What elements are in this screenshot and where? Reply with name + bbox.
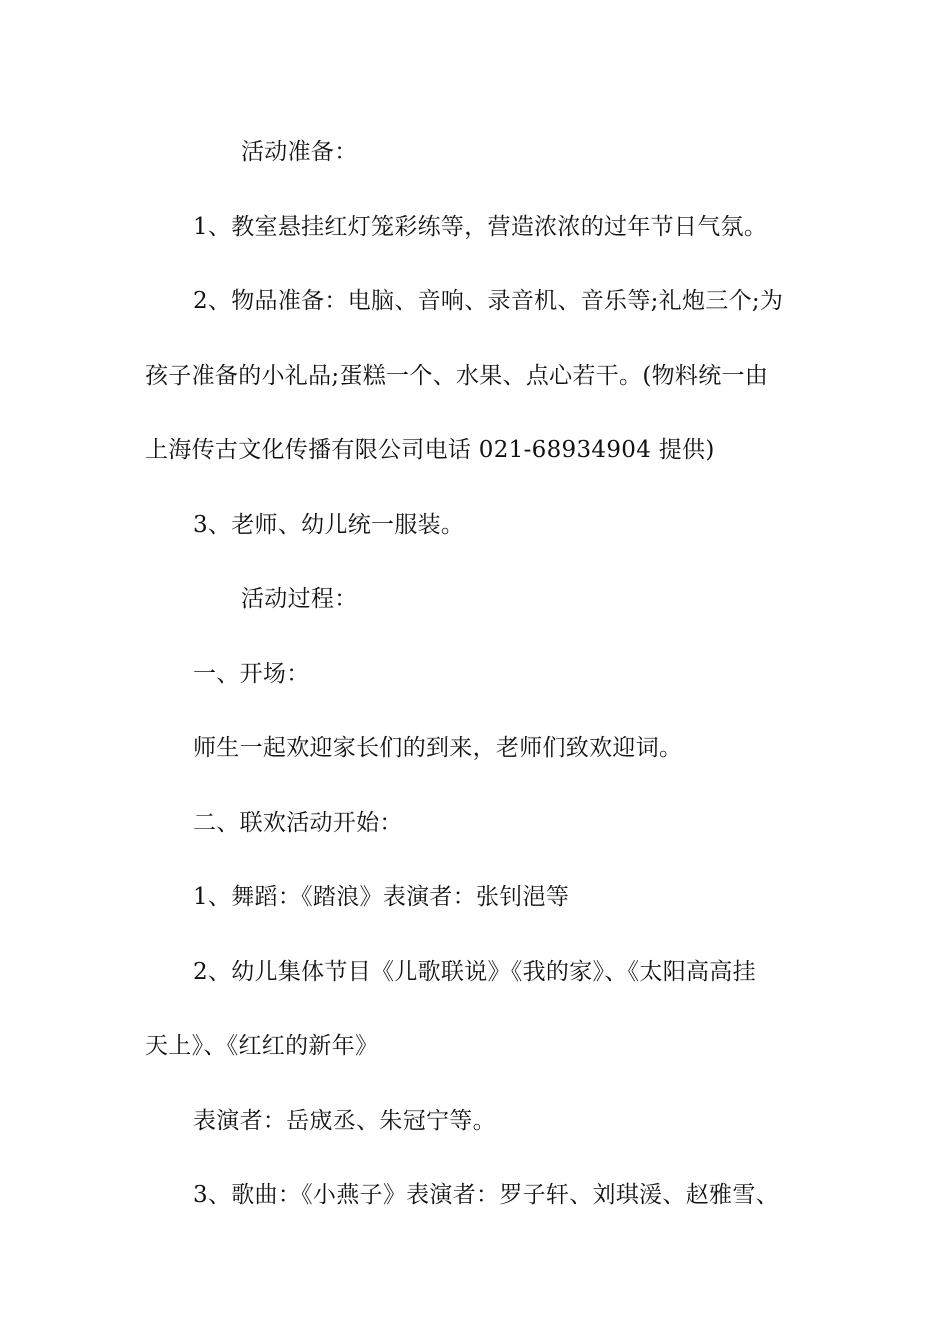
paragraph-line: 师生一起欢迎家长们的到来，老师们致欢迎词。 [193, 735, 683, 761]
section-heading-preparation: 活动准备： [241, 139, 358, 165]
subsection-heading: 一、开场： [193, 661, 310, 687]
paragraph-line: 1、舞蹈：《踏浪》表演者：张钊浥等 [193, 884, 570, 910]
paragraph-line: 3、老师、幼儿统一服装。 [193, 512, 465, 538]
paragraph-line: 2、幼儿集体节目《儿歌联说》《我的家》、《太阳高高挂 [193, 959, 756, 985]
paragraph-line: 天上》、《红红的新年》 [145, 1033, 379, 1059]
paragraph-line: 1、教室悬挂红灯笼彩练等，营造浓浓的过年节日气氛。 [193, 214, 768, 240]
paragraph-line: 2、物品准备：电脑、音响、录音机、音乐等;礼炮三个;为 [193, 288, 784, 314]
subsection-heading: 二、联欢活动开始： [193, 810, 403, 836]
paragraph-line: 孩子准备的小礼品;蛋糕一个、水果、点心若干。(物料统一由 [145, 363, 769, 389]
paragraph-line: 上海传古文化传播有限公司电话 021-68934904 提供) [145, 437, 715, 463]
section-heading-process: 活动过程： [241, 586, 358, 612]
paragraph-line: 表演者：岳宬丞、朱冠宁等。 [193, 1108, 496, 1134]
paragraph-line: 3、歌曲：《小燕子》表演者：罗子轩、刘琪湲、赵雅雪、 [193, 1182, 779, 1208]
